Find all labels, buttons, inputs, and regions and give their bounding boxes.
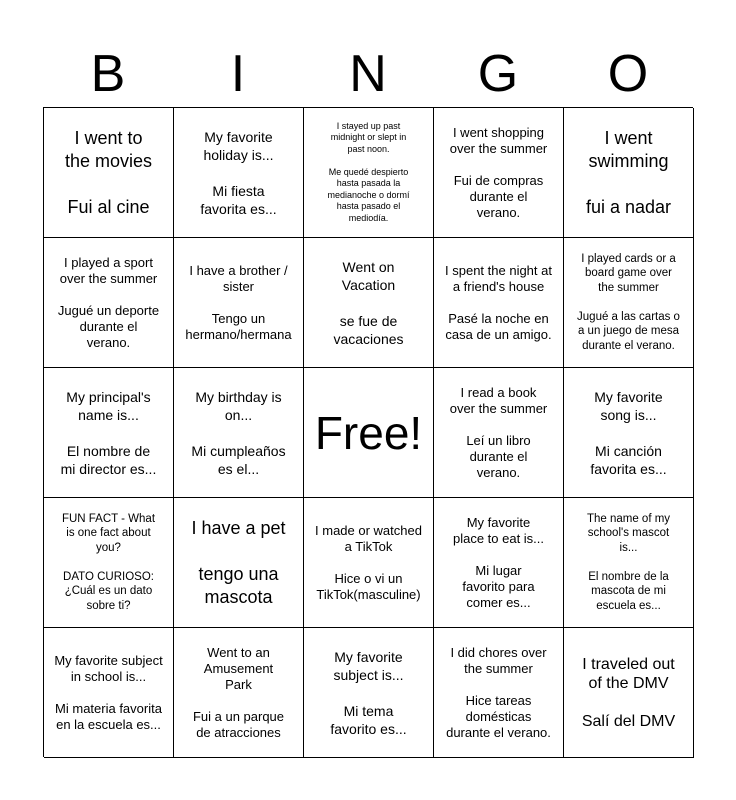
bingo-cell: I played cards or a board game over the summer Jugué a las cartas o a un juego de mesa durante el verano. [564,238,694,368]
header-letter-g: G [477,45,519,103]
bingo-cell: I made or watched a TikTok Hice o vi un TikTok(masculine) [304,498,434,628]
bingo-cell: Went on Vacation se fue de vacaciones [304,238,434,368]
header-letter-b: B [90,45,126,103]
header-letter-i: I [230,45,246,103]
header-letter-n: N [349,45,387,103]
bingo-cell: My favorite subject in school is... Mi materia favorita en la escuela es... [44,628,174,758]
bingo-cell: I read a book over the summer Leí un libro durante el verano. [434,368,564,498]
bingo-cell: I traveled out of the DMV Salí del DMV [564,628,694,758]
bingo-cell: I went to the movies Fui al cine [44,108,174,238]
bingo-cell: I did chores over the summer Hice tareas domésticas durante el verano. [434,628,564,758]
bingo-cell: My favorite song is... Mi canción favorita es... [564,368,694,498]
bingo-header [43,44,693,104]
bingo-cell: I spent the night at a friend's house Pasé la noche en casa de un amigo. [434,238,564,368]
bingo-cell: The name of my school's mascot is... El nombre de la mascota de mi escuela es... [564,498,694,628]
free-space: Free! [304,368,434,498]
bingo-cell: FUN FACT - What is one fact about you? DATO CURIOSO: ¿Cuál es un dato sobre ti? [44,498,174,628]
bingo-cell: My principal's name is... El nombre de mi director es... [44,368,174,498]
bingo-cell: My birthday is on... Mi cumpleaños es el... [174,368,304,498]
bingo-cell: I went swimming fui a nadar [564,108,694,238]
bingo-cell: I have a pet tengo una mascota [174,498,304,628]
bingo-cell: I have a brother / sister Tengo un hermano/hermana [174,238,304,368]
bingo-cell: I stayed up past midnight or slept in past noon. Me quedé despierto hasta pasada la medianoche o dormí hasta pasado el mediodía. [304,108,434,238]
bingo-cell: My favorite subject is... Mi tema favorito es... [304,628,434,758]
bingo-grid [43,107,693,757]
bingo-cell: My favorite holiday is... Mi fiesta favorita es... [174,108,304,238]
bingo-cell: I played a sport over the summer Jugué un deporte durante el verano. [44,238,174,368]
header-letter-o: O [607,45,649,103]
bingo-cell: My favorite place to eat is... Mi lugar favorito para comer es... [434,498,564,628]
bingo-cell: I went shopping over the summer Fui de compras durante el verano. [434,108,564,238]
bingo-cell: Went to an Amusement Park Fui a un parque de atracciones [174,628,304,758]
